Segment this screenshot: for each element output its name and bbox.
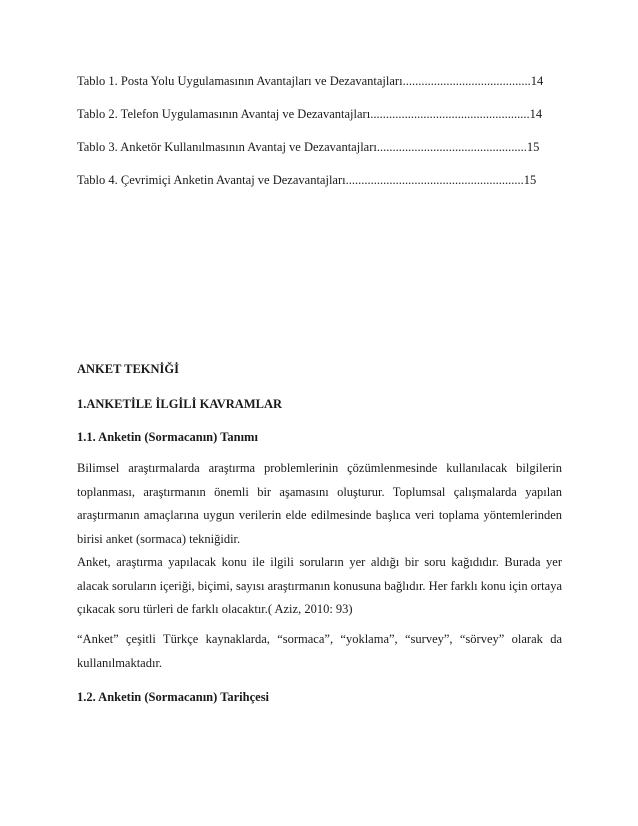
toc-entry-2	[77, 106, 545, 122]
toc-entry-dots: .........................................	[402, 74, 531, 88]
toc-entry-label: Tablo 3. Anketör Kullanılmasının Avantaj ve Dezavantajları	[77, 140, 377, 154]
heading-1-2: 1.2. Anketin (Sormacanın) Tarihçesi	[77, 690, 270, 704]
toc-entry-page: 14	[530, 74, 544, 88]
toc-entry-dots: .........................................................	[345, 173, 524, 187]
toc-entry-dots: ................................................	[376, 140, 527, 154]
toc-entry-3	[77, 139, 545, 155]
section-subtitle: 1.ANKETİLE İLGİLİ KAVRAMLAR	[77, 397, 283, 411]
toc-entry-label: Tablo 4. Çevrimiçi Anketin Avantaj ve Dezavantajları	[77, 173, 346, 187]
toc-entry-page: 15	[526, 140, 540, 154]
toc-entry-dots: ...................................................	[370, 107, 530, 121]
toc-entry-page: 14	[529, 107, 543, 121]
toc-entry-1	[77, 73, 545, 89]
paragraph-1: Bilimsel araştırmalarda araştırma problemlerinin çözümlenmesinde kullanılacak bilgilerin toplanması, araştırmanın önemli bir aşamasını oluşturur. Toplumsal çalışmalarda yapılan araştırmanın amaçlarına uygun verilerin elde edilmesinde başlıca veri toplama yöntemlerinden birisi anket (sormaca) tekniğidir.	[77, 461, 562, 546]
heading-1-1: 1.1. Anketin (Sormacanın) Tanımı	[77, 430, 258, 444]
toc-entry-page: 15	[523, 173, 537, 187]
paragraph-3: “Anket” çeşitli Türkçe kaynaklarda, “sormaca”, “yoklama”, “survey”, “sörvey” olarak da kullanılmaktadır.	[77, 632, 562, 670]
section-title: ANKET TEKNİĞİ	[77, 362, 180, 376]
toc-entry-label: Tablo 2. Telefon Uygulamasının Avantaj ve Dezavantajları	[77, 107, 371, 121]
toc-entry-4	[77, 172, 545, 188]
paragraph-2: Anket, araştırma yapılacak konu ile ilgili soruların yer aldığı bir soru kağıdıdır. Burada yer alacak soruların içeriği, biçimi, sayısı araştırmanın konusuna bağlıdır. Her farklı konu için ortaya çıkacak soru türleri de farklı olacaktır.( Aziz, 2010: 93)	[77, 555, 562, 616]
toc-entry-label: Tablo 1. Posta Yolu Uygulamasının Avantajları ve Dezavantajları	[77, 74, 403, 88]
